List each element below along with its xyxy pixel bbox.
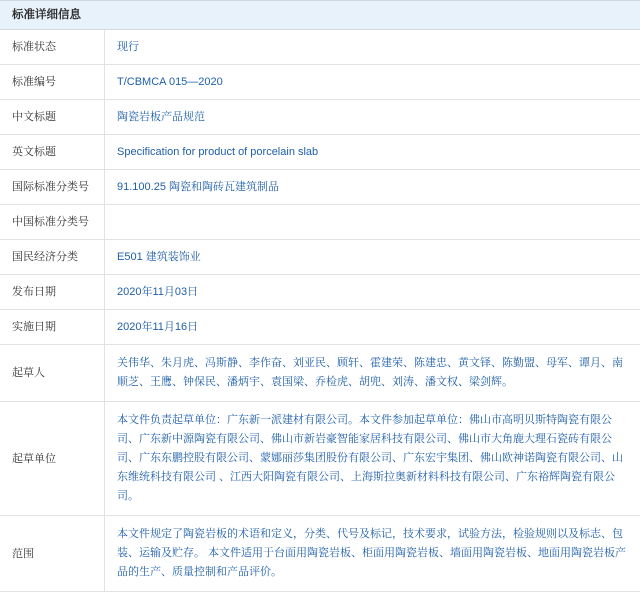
row-value-publish-date: 2020年11月03日 xyxy=(105,275,640,310)
row-value-status: 现行 xyxy=(105,30,640,65)
row-label-industry: 国民经济分类 xyxy=(0,240,105,275)
table-row xyxy=(0,65,640,100)
row-label-publish-date: 发布日期 xyxy=(0,275,105,310)
table-row xyxy=(0,240,640,275)
row-label-standard-number: 标准编号 xyxy=(0,65,105,100)
table-row xyxy=(0,310,640,345)
row-label-ics: 国际标准分类号 xyxy=(0,170,105,205)
table-row xyxy=(0,135,640,170)
row-label-chinese-title: 中文标题 xyxy=(0,100,105,135)
row-label-scope: 范围 xyxy=(0,516,105,592)
table-row xyxy=(0,30,640,65)
row-label-drafting-units: 起草单位 xyxy=(0,402,105,516)
table-row xyxy=(0,170,640,205)
row-value-standard-number: T/CBMCA 015—2020 xyxy=(105,65,640,100)
row-label-effective-date: 实施日期 xyxy=(0,310,105,345)
row-label-english-title: 英文标题 xyxy=(0,135,105,170)
row-value-ics: 91.100.25 陶瓷和陶砖瓦建筑制品 xyxy=(105,170,640,205)
row-value-english-title: Specification for product of porcelain slab xyxy=(105,135,640,170)
table-row xyxy=(0,100,640,135)
standard-detail-table xyxy=(0,30,640,592)
row-value-chinese-title: 陶瓷岩板产品规范 xyxy=(105,100,640,135)
row-value-scope: 本文件规定了陶瓷岩板的术语和定义，分类、代号及标记，技术要求，试验方法，检验规则以及标志、包装、运输及贮存。 本文件适用于台面用陶瓷岩板、柜面用陶瓷岩板、墙面用陶瓷岩板、地面用陶瓷岩板产品的生产、质量控制和产品评价。 xyxy=(105,516,640,592)
row-label-status: 标准状态 xyxy=(0,30,105,65)
row-label-drafters: 起草人 xyxy=(0,345,105,402)
table-row xyxy=(0,402,640,516)
row-value-ccs xyxy=(105,205,640,240)
row-value-industry: E501 建筑装饰业 xyxy=(105,240,640,275)
row-value-drafting-units: 本文件负责起草单位：广东新一派建材有限公司。本文件参加起草单位：佛山市高明贝斯特陶瓷有限公司、广东新中源陶瓷有限公司、佛山市新岩豪智能家居科技有限公司、佛山市大角鹿大理石瓷砖有限公司、广东东鹏控股有限公司、蒙娜丽莎集团股份有限公司、广东宏宇集团、佛山欧神诺陶瓷有限公司、山东维统科技有限公司 、江西大阳陶瓷有限公司、上海斯拉奥新材料科技有限公司、广东裕辉陶瓷有限公司。 xyxy=(105,402,640,516)
table-row xyxy=(0,275,640,310)
row-label-ccs: 中国标准分类号 xyxy=(0,205,105,240)
row-value-effective-date: 2020年11月16日 xyxy=(105,310,640,345)
table-row xyxy=(0,345,640,402)
panel-title: 标准详细信息 xyxy=(0,0,640,30)
table-row xyxy=(0,205,640,240)
table-row xyxy=(0,516,640,592)
row-value-drafters: 关伟华、朱月虎、冯斯静、李作奋、刘亚民、顾轩、霍建荣、陈建忠、黄文铎、陈勤盟、母军、谭月、南顺芝、王鹰、钟保民、潘炳宇、袁国梁、乔检虎、胡兜、刘涛、潘文权、梁剑辉。 xyxy=(105,345,640,402)
